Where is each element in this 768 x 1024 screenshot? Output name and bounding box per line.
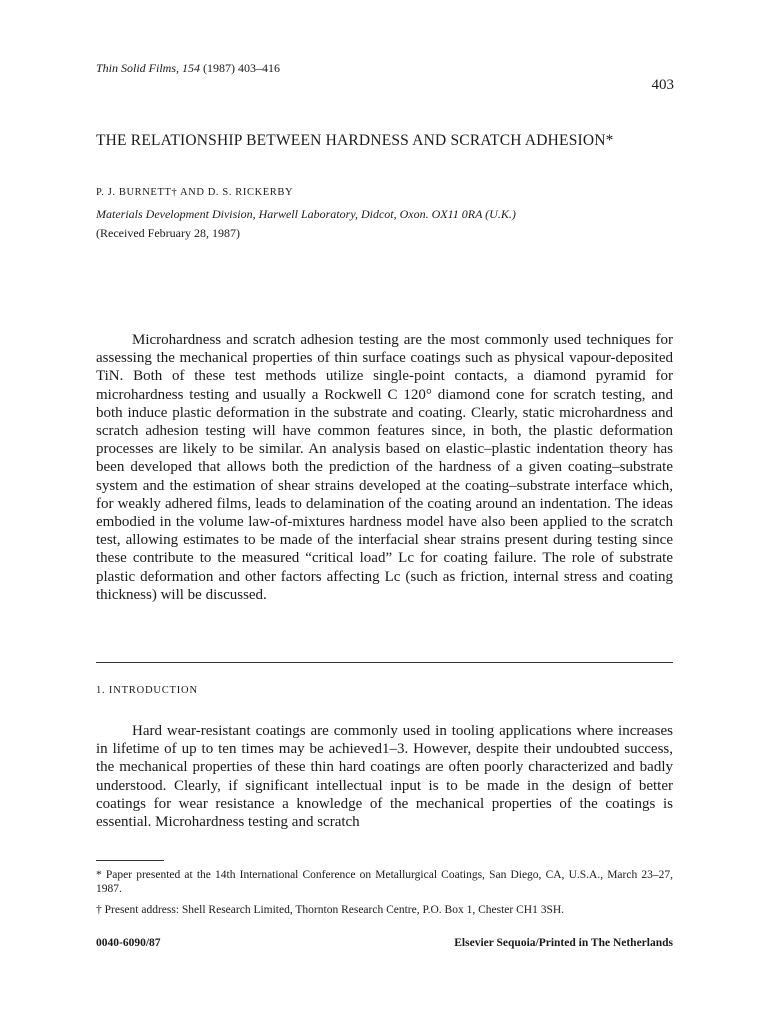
article-title: THE RELATIONSHIP BETWEEN HARDNESS AND SCRATCH ADHESION*	[96, 132, 614, 149]
received-date: (Received February 28, 1987)	[96, 226, 240, 240]
footnote-conference: * Paper presented at the 14th International Conference on Metallurgical Coatings, San Diego, CA, U.S.A., March 23–27, 1987.	[96, 869, 673, 895]
publisher-line: Elsevier Sequoia/Printed in The Netherlands	[454, 937, 673, 949]
abstract-divider	[96, 662, 673, 663]
journal-citation	[96, 61, 280, 76]
introduction-paragraph: Hard wear-resistant coatings are commonly used in tooling applications where increases in lifetime of up to ten times may be achieved1–3. However, despite their undoubted success, the mechanical properties of these thin hard coatings are often poorly characterized and badly understood. Clearly, if significant intellectual input is to be made in the design of better coatings for wear resistance a knowledge of the mechanical properties of the coatings is essential. Microhardness testing and scratch	[96, 723, 673, 831]
journal-name: Thin Solid Films, 154	[96, 61, 201, 75]
footnote-divider	[96, 860, 164, 861]
affiliation: Materials Development Division, Harwell Laboratory, Didcot, Oxon. OX11 0RA (U.K.)	[96, 207, 516, 221]
page-number: 403	[651, 77, 674, 93]
abstract-paragraph: Microhardness and scratch adhesion testing are the most commonly used techniques for assessing the mechanical properties of thin surface coatings such as physical vapour-deposited TiN. Both of these test methods utilize single-point contacts, a diamond pyramid for microhardness testing and usually a Rockwell C 120° diamond cone for scratch testing, and both induce plastic deformation in the substrate and coating. Clearly, static microhardness and scratch adhesion testing will have common features since, in both, the plastic deformation processes are likely to be similar. An analysis based on elastic–plastic indentation theory has been developed that allows both the prediction of the hardness of a given coating–substrate system and the estimation of shear strains developed at the coating–substrate interface which, for weakly adhered films, leads to delamination of the coating around an indentation. The ideas embodied in the volume law-of-mixtures hardness model have also been applied to the scratch test, allowing estimates to be made of the interfacial shear strains present during testing since these contribute to the measured “critical load” Lc for coating failure. The role of substrate plastic deformation and other factors affecting Lc (such as friction, internal stress and coating thickness) will be discussed.	[96, 332, 673, 603]
authors: P. J. BURNETT† AND D. S. RICKERBY	[96, 187, 294, 198]
section-heading: 1. INTRODUCTION	[96, 685, 198, 696]
journal-volume-pages: (1987) 403–416	[200, 61, 281, 75]
issn-code: 0040-6090/87	[96, 937, 161, 949]
footnote-address: † Present address: Shell Research Limited, Thornton Research Centre, P.O. Box 1, Chester CH1 3SH.	[96, 904, 565, 916]
